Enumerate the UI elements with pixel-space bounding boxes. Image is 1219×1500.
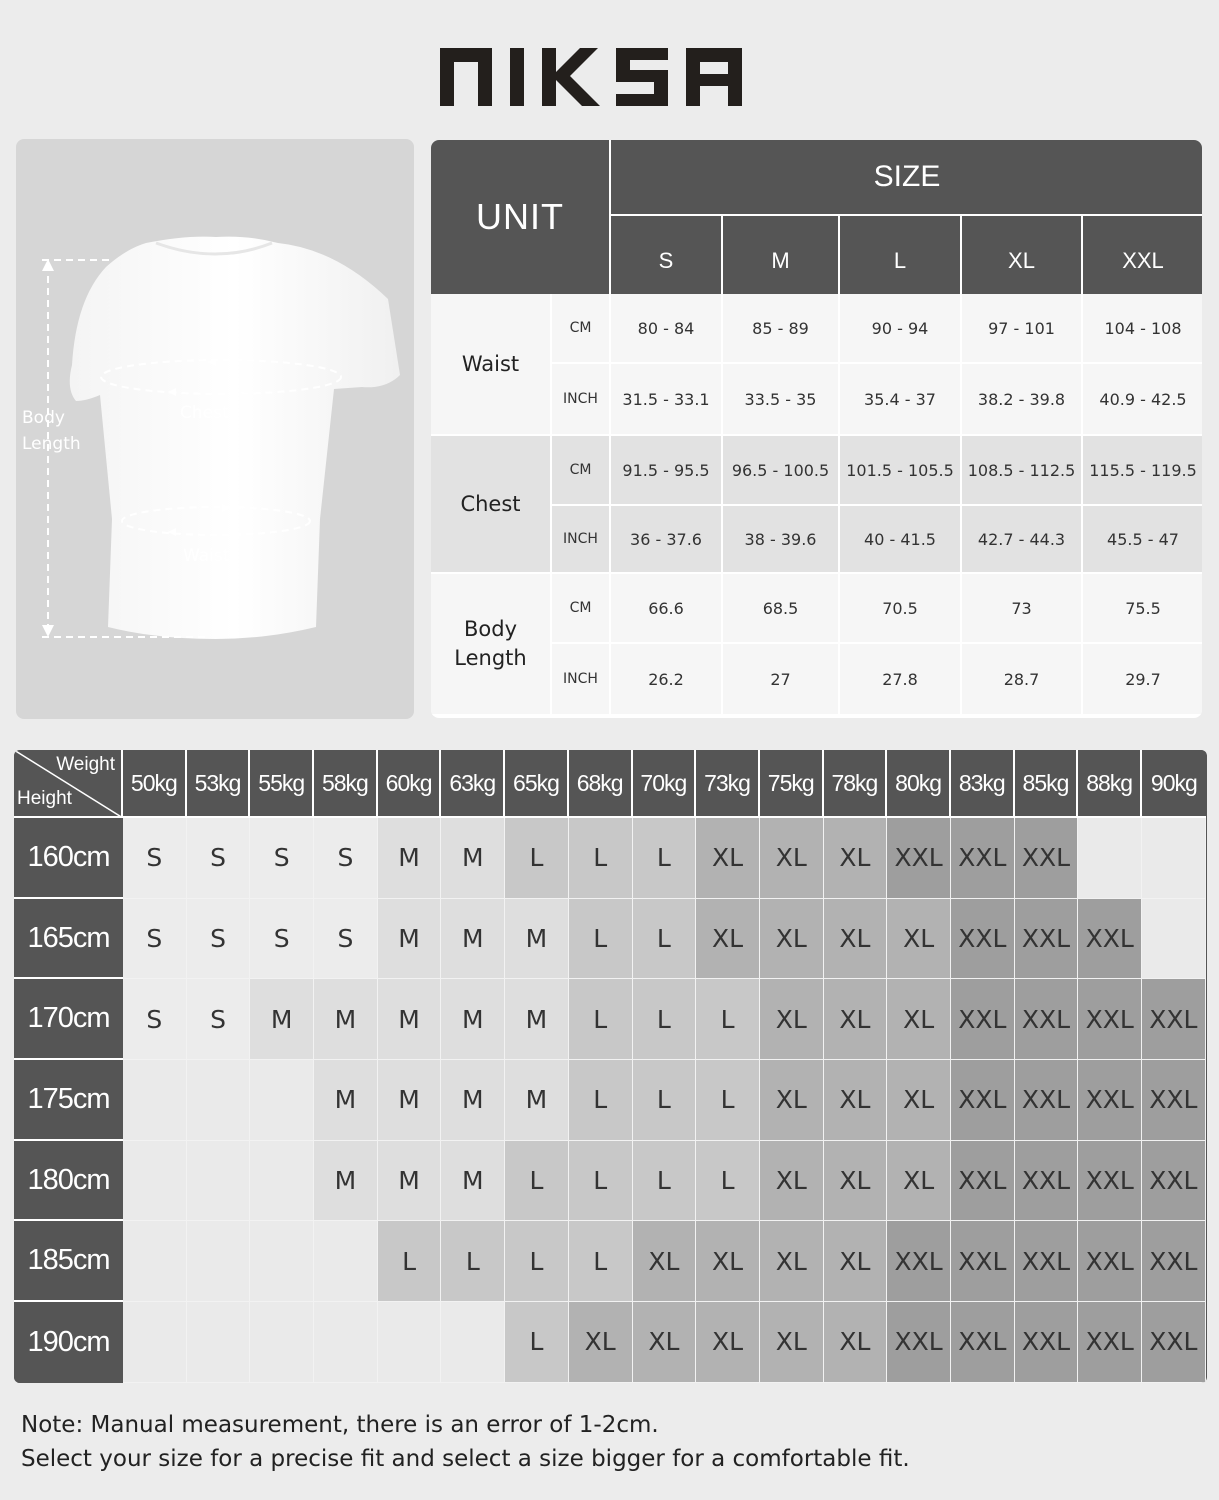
size-cell: S — [250, 899, 314, 980]
size-cell — [441, 1302, 505, 1383]
category-chest — [431, 436, 552, 574]
measurement-cell: 27.8 — [840, 644, 962, 716]
category-label-line: Chest — [460, 491, 521, 516]
measurement-cell: 80 - 84 — [611, 294, 723, 364]
size-cell: L — [569, 1141, 633, 1222]
unit-label: CM — [552, 294, 611, 364]
size-cell: XL — [760, 1221, 824, 1302]
size-cell: M — [441, 1060, 505, 1141]
size-cell: XL — [887, 1060, 951, 1141]
size-cell: XXL — [951, 1221, 1015, 1302]
measurement-cell: 101.5 - 105.5 — [840, 436, 962, 506]
unit-label: CM — [552, 574, 611, 644]
weight-header: 90kg — [1142, 750, 1206, 818]
measurement-cell: 91.5 - 95.5 — [611, 436, 723, 506]
size-cell: XL — [760, 1302, 824, 1383]
size-cell — [250, 1221, 314, 1302]
size-cell: M — [378, 1060, 442, 1141]
measurement-cell: 29.7 — [1083, 644, 1202, 716]
size-cell: M — [378, 899, 442, 980]
note-line-1: Note: Manual measurement, there is an error of 1-2cm. — [21, 1412, 659, 1438]
weight-header: 83kg — [951, 750, 1015, 818]
measurement-cell: 36 - 37.6 — [611, 506, 723, 574]
size-cell: XXL — [1015, 1302, 1079, 1383]
size-cell: L — [633, 1060, 697, 1141]
measurement-cell: 40.9 - 42.5 — [1083, 364, 1202, 436]
size-cell: XXL — [1078, 1141, 1142, 1222]
size-cell — [250, 1141, 314, 1222]
size-cell: L — [633, 1141, 697, 1222]
size-cell: XXL — [887, 818, 951, 899]
size-cell: XXL — [1078, 1302, 1142, 1383]
size-cell: XXL — [1142, 1302, 1206, 1383]
size-cell — [123, 1302, 187, 1383]
size-cell: L — [569, 899, 633, 980]
size-cell: XL — [760, 1060, 824, 1141]
size-cell: M — [250, 979, 314, 1060]
size-cell: M — [441, 979, 505, 1060]
size-column-s: S — [611, 216, 723, 294]
measurement-cell: 31.5 - 33.1 — [611, 364, 723, 436]
size-cell: XXL — [1078, 979, 1142, 1060]
measurement-cell: 68.5 — [723, 574, 840, 644]
measurement-cell: 28.7 — [962, 644, 1083, 716]
size-column-xxl: XXL — [1083, 216, 1202, 294]
size-cell: XXL — [951, 899, 1015, 980]
size-cell: L — [569, 1221, 633, 1302]
size-cell: S — [123, 818, 187, 899]
size-cell: S — [314, 899, 378, 980]
category-waist — [431, 294, 552, 436]
size-cell: L — [505, 1302, 569, 1383]
size-cell: XL — [824, 1221, 888, 1302]
size-cell — [123, 1221, 187, 1302]
size-cell: M — [314, 979, 378, 1060]
measurement-cell: 26.2 — [611, 644, 723, 716]
niksa-logo-icon — [440, 42, 780, 108]
size-cell: XL — [824, 1060, 888, 1141]
unit-label: INCH — [552, 364, 611, 436]
notes — [21, 1408, 1201, 1476]
size-cell — [314, 1221, 378, 1302]
size-cell: XXL — [1015, 1060, 1079, 1141]
weight-header: 53kg — [187, 750, 251, 818]
size-cell: XXL — [1015, 1221, 1079, 1302]
measurement-cell: 27 — [723, 644, 840, 716]
size-cell: XL — [887, 1141, 951, 1222]
height-axis-label: Height — [17, 788, 72, 809]
size-cell — [250, 1060, 314, 1141]
size-cell: S — [187, 818, 251, 899]
unit-label: CM — [552, 436, 611, 506]
size-cell — [1078, 818, 1142, 899]
measurement-cell: 33.5 - 35 — [723, 364, 840, 436]
weight-header: 70kg — [633, 750, 697, 818]
size-cell: XXL — [951, 1060, 1015, 1141]
size-cell: XL — [760, 1141, 824, 1222]
measurement-cell: 73 — [962, 574, 1083, 644]
height-header: 185cm — [14, 1221, 123, 1302]
size-cell: XXL — [951, 979, 1015, 1060]
weight-header: 58kg — [314, 750, 378, 818]
weight-axis-label: Weight — [56, 754, 115, 775]
size-cell: L — [696, 1060, 760, 1141]
size-cell: M — [441, 818, 505, 899]
size-cell: XXL — [1142, 1060, 1206, 1141]
size-cell: XXL — [951, 818, 1015, 899]
size-cell: XXL — [1015, 899, 1079, 980]
weight-header: 88kg — [1078, 750, 1142, 818]
brand-logo — [0, 30, 1219, 120]
size-cell: M — [378, 818, 442, 899]
weight-header: 65kg — [505, 750, 569, 818]
size-cell: XL — [633, 1221, 697, 1302]
chest-label: Chest — [180, 403, 229, 423]
size-cell: XXL — [887, 1221, 951, 1302]
height-header: 190cm — [14, 1302, 123, 1383]
size-cell: XXL — [887, 1302, 951, 1383]
size-cell — [187, 1060, 251, 1141]
size-cell: S — [123, 979, 187, 1060]
measurement-cell: 75.5 — [1083, 574, 1202, 644]
measurement-cell: 42.7 - 44.3 — [962, 506, 1083, 574]
size-cell: L — [633, 899, 697, 980]
size-cell: XL — [824, 979, 888, 1060]
weight-height-corner — [14, 750, 123, 818]
size-column-l: L — [840, 216, 962, 294]
size-cell — [187, 1221, 251, 1302]
size-cell: XL — [760, 899, 824, 980]
size-cell: XXL — [1078, 1060, 1142, 1141]
size-cell: XL — [824, 818, 888, 899]
size-cell: L — [569, 1060, 633, 1141]
size-cell — [250, 1302, 314, 1383]
body-length-label: Body Length — [22, 408, 81, 454]
size-column-m: M — [723, 216, 840, 294]
size-cell: XL — [696, 899, 760, 980]
logo-text: NIKSA — [439, 42, 443, 43]
size-cell — [123, 1141, 187, 1222]
size-cell — [123, 1060, 187, 1141]
weight-header: 50kg — [123, 750, 187, 818]
size-cell: S — [187, 899, 251, 980]
category-label-line: Length — [454, 646, 527, 670]
note-line-2: Select your size for a precise fit and select a size bigger for a comfortable fit. — [21, 1446, 910, 1472]
weight-header: 80kg — [887, 750, 951, 818]
size-cell: M — [441, 899, 505, 980]
unit-label: INCH — [552, 644, 611, 716]
size-cell: XL — [696, 1221, 760, 1302]
size-cell — [378, 1302, 442, 1383]
size-cell: XL — [633, 1302, 697, 1383]
height-weight-fit-chart — [14, 750, 1207, 1383]
size-cell — [314, 1302, 378, 1383]
size-cell: XXL — [1142, 1141, 1206, 1222]
size-cell: S — [187, 979, 251, 1060]
size-cell: M — [441, 1141, 505, 1222]
size-cell: M — [314, 1060, 378, 1141]
size-cell: XXL — [1078, 899, 1142, 980]
weight-header: 55kg — [250, 750, 314, 818]
size-cell: XL — [887, 899, 951, 980]
size-cell: XL — [760, 818, 824, 899]
size-cell: L — [569, 979, 633, 1060]
height-header: 180cm — [14, 1141, 123, 1222]
category-body-length — [431, 574, 552, 716]
height-header: 175cm — [14, 1060, 123, 1141]
size-cell: S — [123, 899, 187, 980]
measurement-diagram — [16, 139, 414, 719]
weight-header: 60kg — [378, 750, 442, 818]
measurement-cell: 96.5 - 100.5 — [723, 436, 840, 506]
measurement-cell: 115.5 - 119.5 — [1083, 436, 1202, 506]
size-cell: L — [378, 1221, 442, 1302]
size-cell: XL — [887, 979, 951, 1060]
weight-header: 75kg — [760, 750, 824, 818]
size-cell: XL — [824, 1141, 888, 1222]
weight-header: 73kg — [696, 750, 760, 818]
size-cell: XL — [696, 1302, 760, 1383]
measurement-cell: 35.4 - 37 — [840, 364, 962, 436]
measurement-cell: 97 - 101 — [962, 294, 1083, 364]
size-cell: M — [378, 979, 442, 1060]
height-header: 170cm — [14, 979, 123, 1060]
size-cell: M — [378, 1141, 442, 1222]
size-cell: M — [505, 979, 569, 1060]
measurement-cell: 40 - 41.5 — [840, 506, 962, 574]
size-cell: M — [314, 1141, 378, 1222]
size-cell: XXL — [1142, 1221, 1206, 1302]
weight-header: 78kg — [824, 750, 888, 818]
size-cell: L — [441, 1221, 505, 1302]
size-cell: L — [505, 818, 569, 899]
size-column-xl: XL — [962, 216, 1083, 294]
size-cell: XXL — [1142, 979, 1206, 1060]
measurement-cell: 45.5 - 47 — [1083, 506, 1202, 574]
unit-label: INCH — [552, 506, 611, 574]
size-cell: XXL — [1015, 818, 1079, 899]
size-cell: XL — [760, 979, 824, 1060]
size-cell: L — [505, 1141, 569, 1222]
category-label-line: Waist — [461, 351, 520, 376]
measurement-cell: 104 - 108 — [1083, 294, 1202, 364]
height-header: 165cm — [14, 899, 123, 980]
weight-header: 85kg — [1015, 750, 1079, 818]
measurement-cell: 38 - 39.6 — [723, 506, 840, 574]
weight-header: 63kg — [441, 750, 505, 818]
unit-header: UNIT — [431, 140, 611, 294]
size-cell: M — [505, 1060, 569, 1141]
size-cell: L — [569, 818, 633, 899]
size-measurement-table — [431, 140, 1202, 718]
size-cell: XL — [824, 1302, 888, 1383]
size-cell: L — [633, 818, 697, 899]
measurement-cell: 70.5 — [840, 574, 962, 644]
size-cell: XXL — [951, 1302, 1015, 1383]
size-cell: L — [696, 1141, 760, 1222]
measurement-cell: 108.5 - 112.5 — [962, 436, 1083, 506]
category-label-line: Body — [463, 617, 517, 641]
size-cell — [187, 1141, 251, 1222]
size-cell: XL — [569, 1302, 633, 1383]
size-cell: L — [696, 979, 760, 1060]
size-cell: L — [633, 979, 697, 1060]
size-cell: XL — [824, 899, 888, 980]
size-header: SIZE — [611, 140, 1202, 216]
size-cell: S — [250, 818, 314, 899]
size-cell: XXL — [1015, 979, 1079, 1060]
size-cell: M — [505, 899, 569, 980]
size-cell — [1142, 899, 1206, 980]
size-cell — [187, 1302, 251, 1383]
size-cell: XXL — [1015, 1141, 1079, 1222]
height-header: 160cm — [14, 818, 123, 899]
weight-header: 68kg — [569, 750, 633, 818]
waist-label: Waist — [183, 546, 230, 566]
measurement-cell: 90 - 94 — [840, 294, 962, 364]
size-cell — [1142, 818, 1206, 899]
size-cell: XXL — [1078, 1221, 1142, 1302]
size-cell: S — [314, 818, 378, 899]
measurement-cell: 38.2 - 39.8 — [962, 364, 1083, 436]
size-cell: XXL — [951, 1141, 1015, 1222]
measurement-cell: 85 - 89 — [723, 294, 840, 364]
measurement-cell: 66.6 — [611, 574, 723, 644]
size-cell: XL — [696, 818, 760, 899]
size-cell: L — [505, 1221, 569, 1302]
